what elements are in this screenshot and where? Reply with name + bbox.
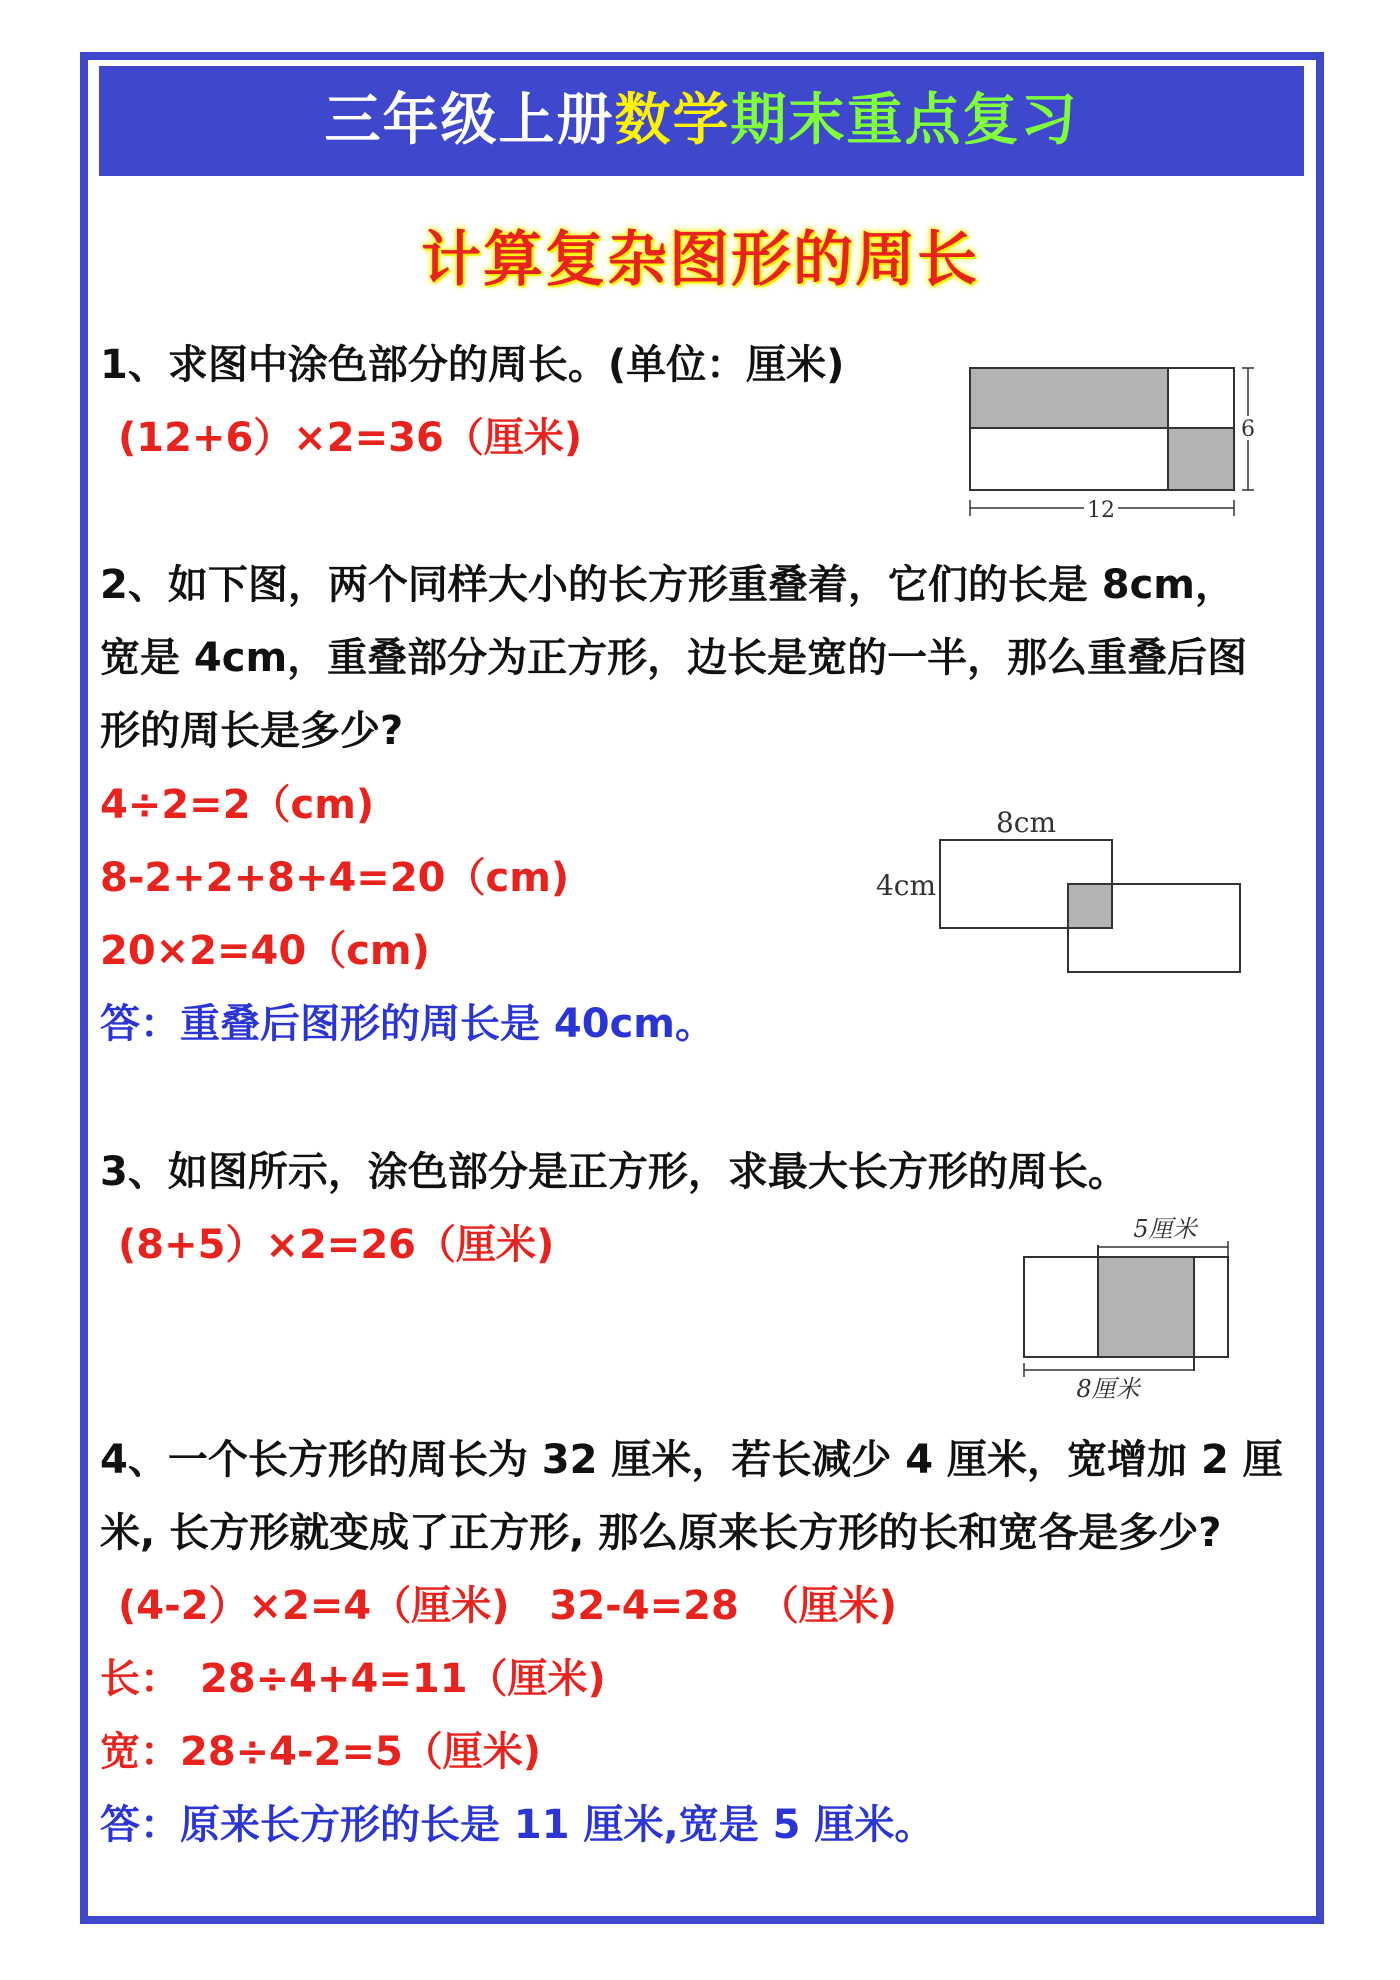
problem-3-solution-1: (8+5）×2=26（厘米) [118, 1222, 555, 1268]
p2-overlap-square [1068, 884, 1112, 928]
page-border [80, 52, 1324, 1924]
problem-2-question-line-2: 宽是 4cm，重叠部分为正方形，边长是宽的一半，那么重叠后图 [100, 635, 1248, 681]
problem-4-solution-2: 长： 28÷4+4=11（厘米) [100, 1656, 606, 1702]
problem-4-question-line-2: 米, 长方形就变成了正方形, 那么原来长方形的长和宽各是多少? [100, 1510, 1222, 1556]
problem-1-question: 1、求图中涂色部分的周长。(单位：厘米) [100, 342, 845, 388]
title-part1: 三年级上册 [324, 88, 615, 153]
problem-4-solution-3: 宽：28÷4-2=5（厘米) [100, 1729, 542, 1775]
p1-shaded-top [970, 368, 1168, 428]
p1-label-width: 12 [1087, 498, 1115, 523]
p3-label-bottom: 8厘米 [1076, 1375, 1140, 1403]
p2-label-length: 8cm [995, 806, 1057, 839]
problem-2-question-line-1: 2、如下图，两个同样大小的长方形重叠着，它们的长是 8cm， [100, 562, 1235, 608]
title-banner [99, 66, 1304, 176]
problem-1-solution-1: (12+6）×2=36（厘米) [118, 415, 583, 461]
problem-2-solution-3: 20×2=40（cm) [100, 928, 430, 974]
problem-3-figure [1010, 1205, 1250, 1405]
p3-shaded-square [1098, 1257, 1194, 1357]
problem-2-solution-1: 4÷2=2（cm) [100, 782, 375, 828]
p2-label-width: 4cm [875, 869, 936, 902]
p3-label-top: 5厘米 [1133, 1215, 1197, 1243]
title-part3: 期末重点复习 [730, 88, 1079, 153]
title-part2: 数学 [614, 88, 731, 153]
p1-shaded-right [1168, 428, 1234, 490]
problem-2-answer: 答：重叠后图形的周长是 40cm。 [100, 1001, 715, 1047]
problem-2-figure [860, 800, 1240, 980]
section-subtitle: 计算复杂图形的周长 [421, 225, 979, 295]
problem-4-question-line-1: 4、一个长方形的周长为 32 厘米，若长减少 4 厘米，宽增加 2 厘 [100, 1437, 1283, 1483]
problem-1-figure [960, 360, 1260, 530]
problem-4-answer: 答：原来长方形的长是 11 厘米,宽是 5 厘米。 [100, 1802, 935, 1848]
p1-label-height: 6 [1241, 417, 1255, 442]
problem-2-question-line-3: 形的周长是多少? [100, 708, 404, 754]
problem-2-solution-2: 8-2+2+8+4=20（cm) [100, 855, 570, 901]
problem-4-solution-1: (4-2）×2=4（厘米) 32-4=28 （厘米) [118, 1583, 898, 1629]
problem-3-question: 3、如图所示，涂色部分是正方形，求最大长方形的周长。 [100, 1149, 1128, 1195]
